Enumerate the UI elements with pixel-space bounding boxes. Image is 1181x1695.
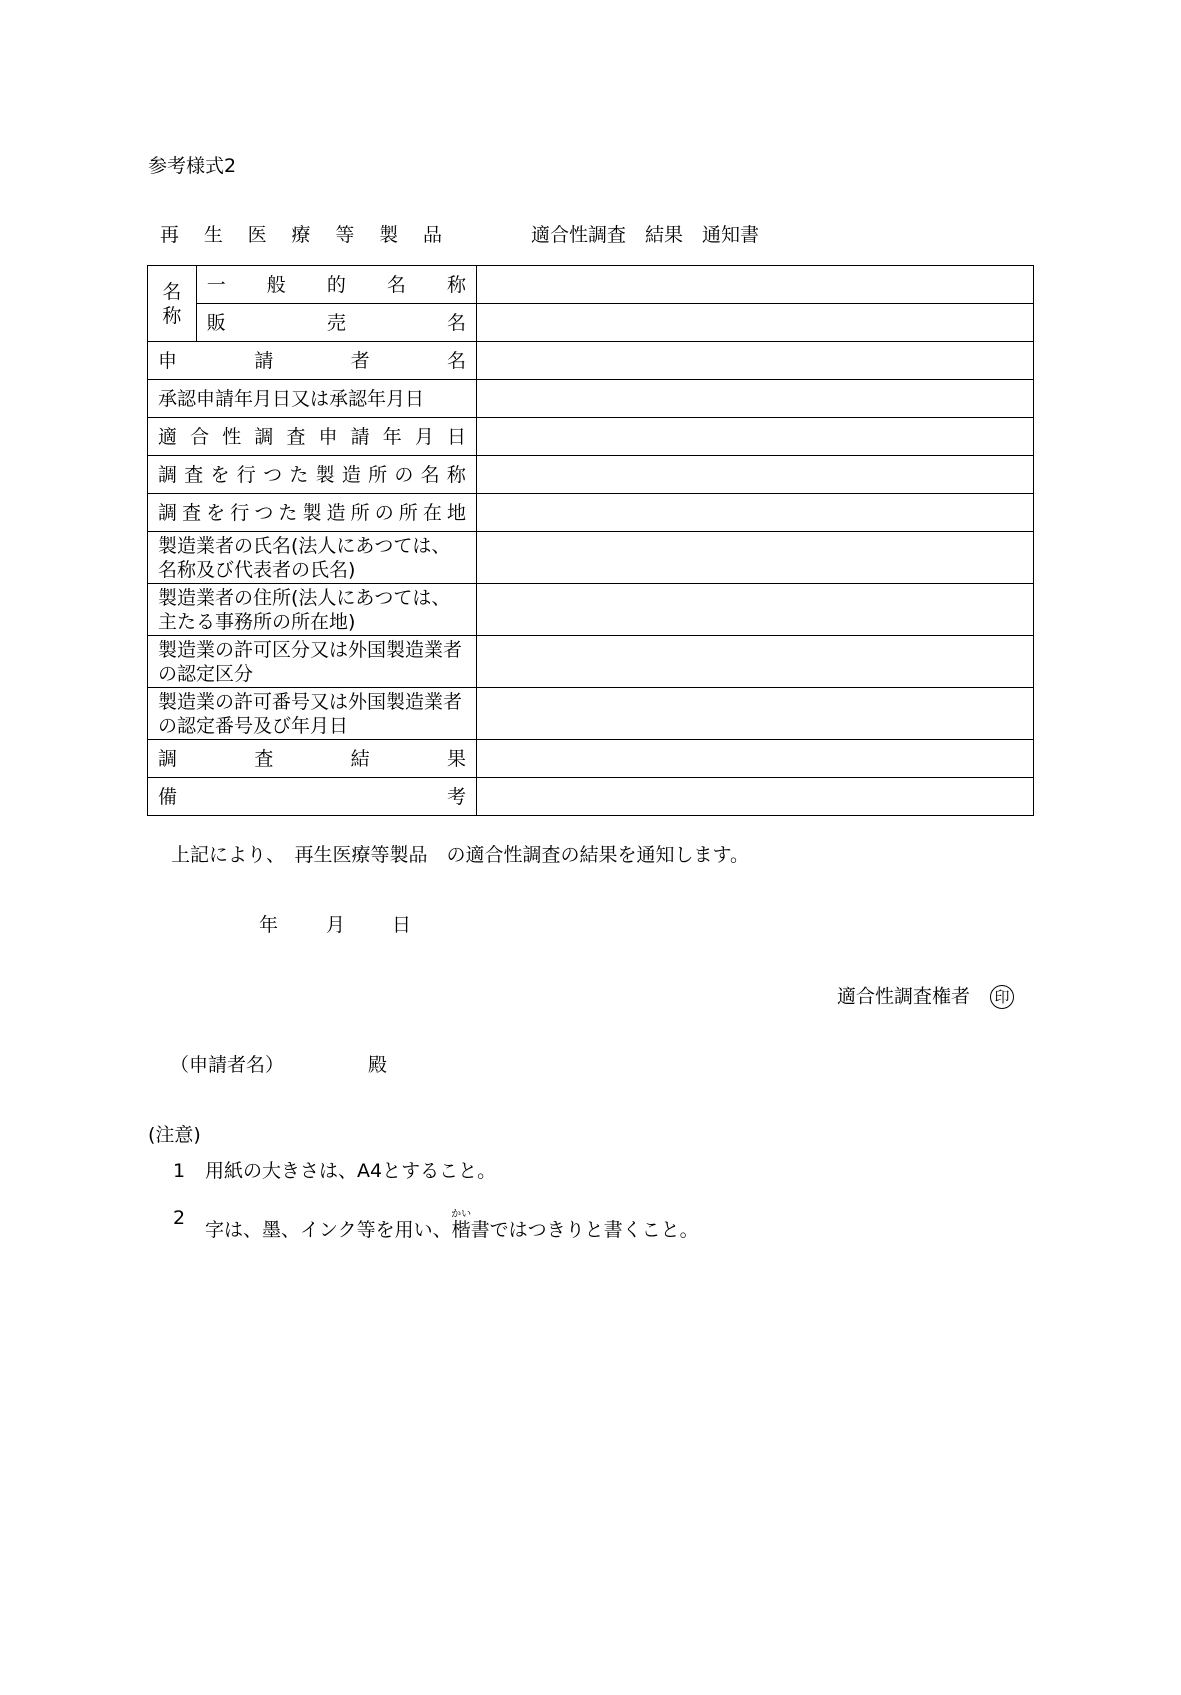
note-text xyxy=(205,1209,699,1240)
row-value[interactable] xyxy=(477,418,1034,456)
statement: 上記により、 再生医療等製品 の適合性調査の結果を通知します。 xyxy=(171,844,749,866)
title-char: 療 xyxy=(291,224,311,246)
row-label xyxy=(148,418,477,456)
label-char: 備 xyxy=(158,785,178,808)
group-char: 称 xyxy=(162,304,182,327)
row-label xyxy=(196,266,476,304)
table-row xyxy=(148,304,1034,342)
row-value[interactable] xyxy=(477,584,1034,636)
ruby-word xyxy=(451,1209,472,1241)
label-char: 地 xyxy=(446,501,466,524)
label-char: 一 xyxy=(206,273,226,296)
label-char: の xyxy=(374,501,394,524)
label-char: 合 xyxy=(190,425,210,448)
row-value[interactable] xyxy=(477,342,1034,380)
note-number: 1 xyxy=(173,1160,186,1182)
group-char: 名 xyxy=(162,280,182,303)
label-char: 査 xyxy=(182,501,202,524)
label-char: 売 xyxy=(326,311,346,334)
label-char: 名 xyxy=(446,349,466,372)
row-value[interactable] xyxy=(477,456,1034,494)
row-label: 製造業の許可番号又は外国製造業者の認定番号及び年月日 xyxy=(148,688,477,740)
label-char: 果 xyxy=(446,747,466,770)
label-char: 調 xyxy=(158,463,178,486)
row-value[interactable] xyxy=(477,494,1034,532)
label-char: 年 xyxy=(382,425,402,448)
label-char: 在 xyxy=(422,501,442,524)
label-char: 称 xyxy=(446,273,466,296)
table-row xyxy=(148,740,1034,778)
table-row xyxy=(148,636,1034,688)
title-char: 品 xyxy=(422,224,442,246)
date-year: 年 xyxy=(259,914,279,936)
label-char: 造 xyxy=(341,463,361,486)
table-row xyxy=(148,266,1034,304)
title-doc: 適合性調査 結果 通知書 xyxy=(531,224,760,246)
title-char: 製 xyxy=(379,224,399,246)
label-char: 日 xyxy=(446,425,466,448)
label-char: 名 xyxy=(386,273,406,296)
note-number: 2 xyxy=(173,1207,186,1229)
notes-heading: (注意) xyxy=(148,1124,201,1146)
table-row xyxy=(148,418,1034,456)
row-value[interactable] xyxy=(477,532,1034,584)
table-row xyxy=(148,584,1034,636)
label-char: の xyxy=(394,463,414,486)
date-day: 日 xyxy=(392,914,412,936)
label-char: 調 xyxy=(254,425,274,448)
label-char: 査 xyxy=(254,747,274,770)
label-char: 性 xyxy=(222,425,242,448)
row-label: 製造業の許可区分又は外国製造業者の認定区分 xyxy=(148,636,477,688)
row-label: 承認申請年月日又は承認年月日 xyxy=(148,380,477,418)
row-value[interactable] xyxy=(477,266,1034,304)
label-char: を xyxy=(210,463,230,486)
title-char: 医 xyxy=(247,224,267,246)
label-char: 般 xyxy=(266,273,286,296)
row-value[interactable] xyxy=(477,380,1034,418)
row-label xyxy=(148,342,477,380)
label-char: 査 xyxy=(184,463,204,486)
ruby-reading: かい xyxy=(451,1209,472,1220)
label-char: 申 xyxy=(318,425,338,448)
title-char: 生 xyxy=(203,224,223,246)
title-char: 再 xyxy=(160,224,180,246)
label-char: 考 xyxy=(446,785,466,808)
label-char: た xyxy=(278,501,298,524)
row-label xyxy=(148,494,477,532)
issuer-label: 適合性調査権者 xyxy=(837,985,971,1008)
note-text-part: 書ではつきりと書くこと。 xyxy=(470,1219,699,1241)
row-value[interactable] xyxy=(477,688,1034,740)
table-row xyxy=(148,494,1034,532)
label-char: を xyxy=(206,501,226,524)
label-char: 製 xyxy=(302,501,322,524)
row-label xyxy=(196,304,476,342)
table-row xyxy=(148,532,1034,584)
date-month: 月 xyxy=(326,914,346,936)
label-char: 名 xyxy=(420,463,440,486)
label-char: 製 xyxy=(315,463,335,486)
label-char: 調 xyxy=(158,501,178,524)
label-char: つ xyxy=(254,501,274,524)
seal-icon: 印 xyxy=(990,985,1014,1009)
label-char: 所 xyxy=(398,501,418,524)
row-label: 製造業者の住所(法人にあつては、主たる事務所の所在地) xyxy=(148,584,477,636)
row-value[interactable] xyxy=(477,304,1034,342)
label-char: 査 xyxy=(286,425,306,448)
group-label xyxy=(148,266,197,342)
addressee-honorific: 殿 xyxy=(368,1054,388,1076)
label-char: 請 xyxy=(254,349,274,372)
title-product xyxy=(160,226,442,245)
label-char: 販 xyxy=(206,311,226,334)
label-char: た xyxy=(289,463,309,486)
notification-table xyxy=(147,265,1034,816)
label-char: 結 xyxy=(350,747,370,770)
label-char: 行 xyxy=(236,463,256,486)
note-text: 用紙の大きさは、A4とすること。 xyxy=(205,1160,497,1182)
row-value[interactable] xyxy=(477,636,1034,688)
label-char: 申 xyxy=(158,349,178,372)
label-char: 所 xyxy=(368,463,388,486)
addressee-name: （申請者名） xyxy=(170,1054,285,1076)
form-label: 参考様式2 xyxy=(148,155,237,177)
ruby-base: 楷 xyxy=(451,1219,472,1241)
label-char: 造 xyxy=(326,501,346,524)
title-char: 等 xyxy=(335,224,355,246)
label-char: 適 xyxy=(158,425,178,448)
table-row xyxy=(148,688,1034,740)
label-char: 請 xyxy=(350,425,370,448)
row-label xyxy=(148,740,477,778)
label-char: 名 xyxy=(446,311,466,334)
label-char: 行 xyxy=(230,501,250,524)
label-char: 月 xyxy=(414,425,434,448)
row-label xyxy=(148,456,477,494)
note-text-part: 字は、墨、インク等を用い、 xyxy=(205,1219,452,1241)
row-value[interactable] xyxy=(477,740,1034,778)
label-char: 者 xyxy=(350,349,370,372)
label-char: 的 xyxy=(326,273,346,296)
label-char: 所 xyxy=(350,501,370,524)
table-row xyxy=(148,456,1034,494)
row-value[interactable] xyxy=(477,778,1034,816)
label-char: つ xyxy=(263,463,283,486)
label-char: 称 xyxy=(446,463,466,486)
row-label xyxy=(148,778,477,816)
table-row xyxy=(148,380,1034,418)
label-char: 調 xyxy=(158,747,178,770)
table-row xyxy=(148,778,1034,816)
issuer xyxy=(837,985,1014,1009)
row-label: 製造業者の氏名(法人にあつては、名称及び代表者の氏名) xyxy=(148,532,477,584)
table-row xyxy=(148,342,1034,380)
